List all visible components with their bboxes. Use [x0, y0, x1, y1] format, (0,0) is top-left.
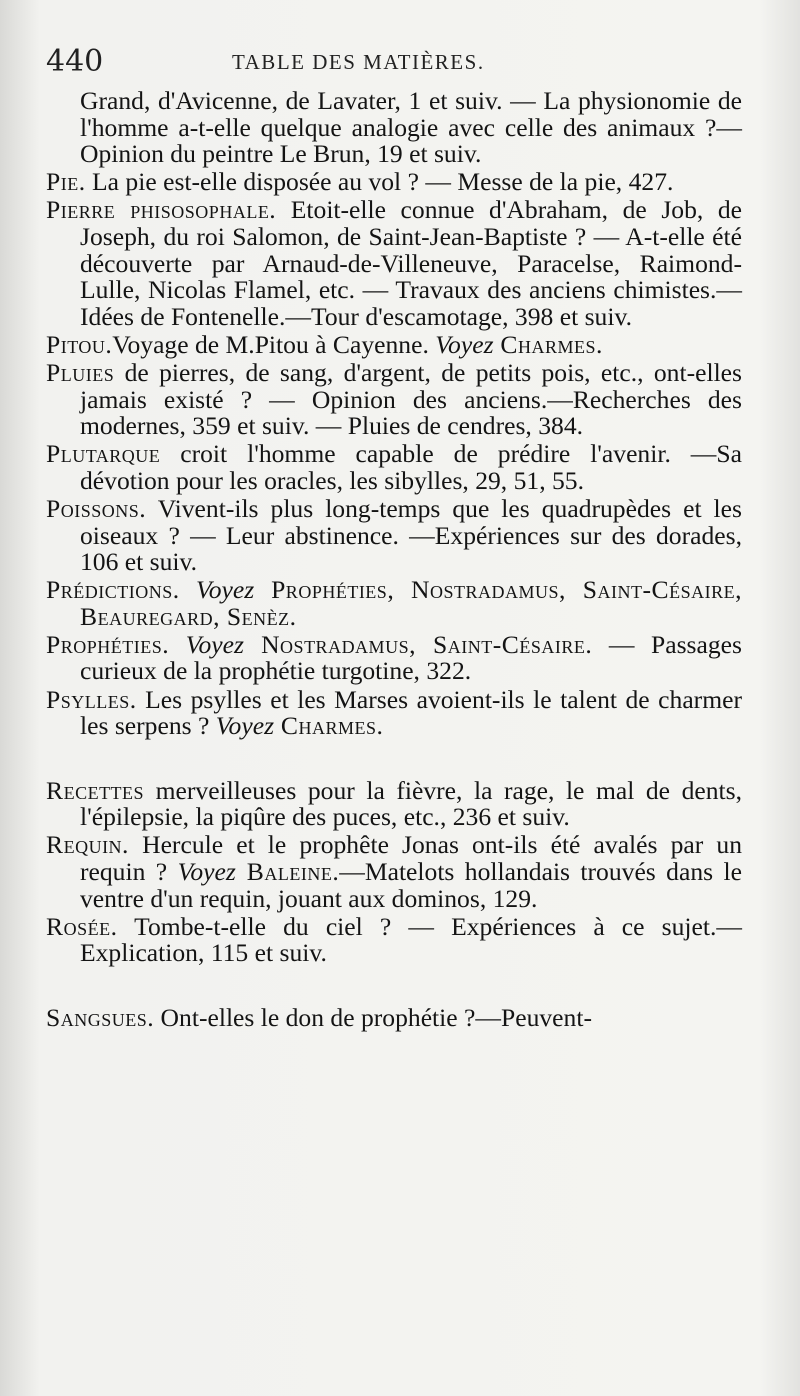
- entry-text: Tombe-t-elle du ciel ? — Expériences à ce sujet.—Explication, 115 et suiv.: [80, 911, 742, 968]
- entry-headword: Pierre phisosophale.: [46, 195, 277, 225]
- entry-text: Ont-elles le don de prophétie ?—Peuvent-: [154, 1002, 592, 1032]
- index-entry-pitou: [46, 329, 742, 359]
- running-title: TABLE DES MATIÈRES.: [232, 50, 485, 74]
- index-entry-requin: [46, 832, 742, 912]
- entry-headword: Prophéties.: [46, 629, 170, 659]
- index-entry-sangsues: [46, 1002, 742, 1032]
- entry-headword: Pitou.: [46, 329, 113, 359]
- index-entry-psylles: [46, 684, 742, 741]
- voyez-reference: Voyez: [215, 711, 275, 741]
- entry-text: Grand, d'Avicenne, de Lavater, 1 et suiv. — La physionomie de l'homme a-t-elle quelque analogie avec celle des animaux ?— Opinion du peintre Le Brun, 19 et suiv.: [80, 86, 742, 169]
- page-number: 440: [46, 44, 104, 79]
- cross-reference: Charmes.: [493, 329, 603, 359]
- entry-text: [180, 575, 196, 604]
- index-entry-propheties: [46, 629, 742, 686]
- index-entry-pluies: [46, 357, 742, 441]
- entry-text-after: — Passages curieux de la prophétie turgotine, 322.: [80, 629, 742, 686]
- entry-text: merveilleuses pour la fièvre, la rage, le mal de dents, l'épilepsie, la piqûre des puces, etc., 236 et suiv.: [80, 775, 742, 832]
- entry-text: La pie est-elle disposée au vol ? — Messe de la pie, 427.: [85, 167, 674, 197]
- cross-reference: Charmes.: [274, 711, 384, 741]
- entry-headword: Psylles.: [46, 684, 137, 714]
- entry-text-after: —Matelots hollandais trouvés dans le ventre d'un requin, jouant aux dominos, 129.: [80, 857, 742, 913]
- entry-text: Voyage de M.Pitou à Cayenne.: [112, 329, 436, 359]
- entry-text: [169, 630, 186, 659]
- index-entry-pie: [46, 169, 742, 196]
- entry-headword: Sangsues.: [46, 1002, 155, 1032]
- cross-reference: Baleine.: [235, 857, 340, 887]
- index-entry-recettes: [46, 775, 742, 832]
- entry-text: Hercule et le prophête Jonas ont-ils été avalés par un requin ?: [80, 830, 742, 887]
- index-entry-predictions: [46, 577, 742, 630]
- entry-text: Les psylles et les Marses avoient-ils le talent de charmer les serpens ?: [80, 684, 742, 741]
- cross-reference: Nostradamus, Saint-Césaire.: [244, 629, 593, 659]
- index-entry-plutarque: [46, 441, 742, 494]
- entry-headword: Requin.: [46, 830, 129, 860]
- index-entry-pierre-philosophale: [46, 197, 742, 330]
- entry-text: croit l'homme capable de prédire l'avenir. —Sa dévotion pour les oracles, les sibylles, 29, 51, 55.: [80, 439, 742, 495]
- entry-text: Vivent-ils plus long-temps que les quadrupèdes et les oiseaux ? — Leur abstinence. —Expériences sur des dorades, 106 et suiv.: [80, 493, 742, 577]
- page-header: [46, 42, 746, 82]
- index-entry-poissons: [46, 493, 742, 577]
- index-body: [46, 88, 742, 1033]
- entry-headword: Pie.: [46, 167, 86, 197]
- entry-headword: Pluies: [46, 357, 115, 387]
- entry-headword: Rosée.: [46, 911, 118, 941]
- entry-headword: Recettes: [46, 775, 145, 805]
- index-entry-continuation: [46, 88, 742, 168]
- entry-headword: Prédictions.: [46, 575, 180, 605]
- voyez-reference: Voyez: [177, 857, 236, 887]
- voyez-reference: Voyez: [195, 575, 255, 605]
- entry-headword: Plutarque: [46, 439, 161, 469]
- entry-headword: Poissons.: [46, 493, 147, 523]
- entry-text: de pierres, de sang, d'argent, de petits pois, etc., ont-elles jamais existé ? — Opinion des anciens.—Recherches des modernes, 359 et suiv. — Pluies de cendres, 384.: [80, 357, 742, 441]
- voyez-reference: Voyez: [185, 629, 244, 659]
- cross-reference: Prophéties, Nostradamus, Saint-Césaire, Beauregard, Senèz.: [80, 575, 742, 631]
- entry-text: Etoit-elle connue d'Abraham, de Job, de Joseph, du roi Salomon, de Saint-Jean-Baptiste ? — A-t-elle été découverte par Arnaud-de-Villeneuve, Paracelse, Raimond-Lulle, Nicolas Flamel, etc. — Travaux des anciens chimistes.—Idées de Fontenelle.—Tour d'escamotage, 398 et suiv.: [80, 195, 742, 331]
- index-entry-rosee: [46, 911, 742, 968]
- voyez-reference: Voyez: [435, 329, 494, 359]
